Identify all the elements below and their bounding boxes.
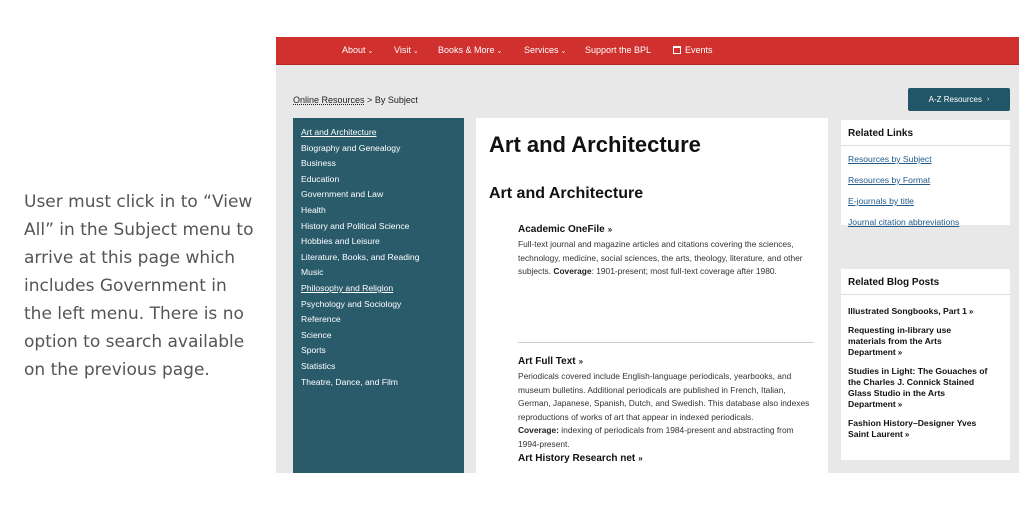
nav-about[interactable] (342, 45, 373, 55)
related-links-title: Related Links (841, 120, 1010, 146)
blog-post-link[interactable] (841, 418, 991, 440)
chevron-right-icon: › (987, 96, 990, 103)
sidebar-item-reference[interactable]: Reference (301, 314, 341, 325)
nav-services-label: Services (524, 45, 559, 55)
subject-sidebar (293, 118, 464, 473)
sidebar-item-philosophy-and-religion[interactable]: Philosophy and Religion (301, 282, 394, 293)
blog-post-link[interactable] (841, 306, 991, 317)
website-screenshot (276, 37, 1019, 473)
main-content (476, 118, 828, 473)
resource-description (518, 370, 814, 452)
resource-title-text: Academic OneFile (518, 224, 605, 235)
resource-title-text: Art Full Text (518, 356, 576, 367)
sidebar-item-music[interactable]: Music (301, 267, 324, 278)
nav-events[interactable] (673, 45, 713, 55)
sidebar-item-history-and-political-science[interactable]: History and Political Science (301, 220, 410, 231)
nav-events-label: Events (685, 45, 713, 55)
sidebar-item-government-and-law[interactable]: Government and Law (301, 189, 384, 200)
resource-description-text: Periodicals covered include English-language periodicals, yearbooks, and museum bulletins. Additional periodicals are published in French, Italian, German, Japanese, Spanish, Dutch, and Swedish. This database also indexes reproductions of works of art that appear in indexed periodicals. (518, 371, 810, 422)
resource-title-link[interactable] (518, 356, 814, 367)
a-z-resources-label: A-Z Resources (928, 95, 982, 104)
coverage-label: Coverage (553, 266, 592, 277)
related-link-resources-by-subject[interactable]: Resources by Subject (848, 154, 932, 164)
nav-visit-label: Visit (394, 45, 411, 55)
related-link-resources-by-format[interactable]: Resources by Format (848, 175, 931, 185)
chevron-down-icon: ⌄ (496, 48, 503, 55)
sidebar-item-literature-books-reading[interactable]: Literature, Books, and Reading (301, 251, 420, 262)
breadcrumb (293, 95, 418, 105)
related-blog-posts-title: Related Blog Posts (841, 269, 1010, 295)
calendar-icon (673, 46, 681, 54)
sidebar-item-biography-and-genealogy[interactable]: Biography and Genealogy (301, 142, 401, 153)
resource-description (518, 238, 814, 279)
related-link-e-journals-by-title[interactable]: E-journals by title (848, 196, 914, 206)
sidebar-item-business[interactable]: Business (301, 158, 336, 169)
section-title: Art and Architecture (489, 185, 644, 202)
coverage-label: Coverage: (518, 425, 559, 436)
resource-title-text: Art History Research net (518, 453, 636, 464)
resource-art-history-research-net (518, 453, 814, 464)
related-link-journal-citation-abbreviations[interactable]: Journal citation abbreviations (848, 217, 960, 227)
double-chevron-right-icon: » (578, 357, 584, 366)
chevron-down-icon: ⌄ (367, 48, 374, 55)
blog-post-title: Illustrated Songbooks, Part 1 (848, 306, 967, 316)
blog-post-title: Requesting in-library use materials from the Arts Department (848, 325, 952, 357)
nav-visit[interactable] (394, 45, 419, 55)
resource-description-text: Full-text journal and magazine articles and citations covering the sciences, technology, medicine, social sciences, the arts, theology, literature, and other subjects. (518, 239, 803, 277)
sidebar-item-theatre-dance-film[interactable]: Theatre, Dance, and Film (301, 376, 398, 387)
double-chevron-right-icon: » (638, 454, 643, 463)
resource-academic-onefile (518, 224, 814, 279)
sidebar-item-science[interactable]: Science (301, 329, 332, 340)
double-chevron-right-icon: » (607, 225, 613, 234)
blog-post-title: Studies in Light: The Gouaches of the Charles J. Connick Stained Glass Studio in the Arts Department (848, 366, 988, 409)
sidebar-item-psychology-and-sociology[interactable]: Psychology and Sociology (301, 298, 402, 309)
breadcrumb-current: By Subject (374, 95, 418, 105)
sidebar-item-statistics[interactable]: Statistics (301, 360, 336, 371)
sidebar-item-hobbies-and-leisure[interactable]: Hobbies and Leisure (301, 236, 380, 247)
double-chevron-right-icon: » (897, 400, 903, 409)
top-navigation-bar (276, 37, 1019, 65)
related-links-panel (841, 120, 1010, 225)
related-blog-posts-panel (841, 269, 1010, 460)
sidebar-item-health[interactable]: Health (301, 204, 326, 215)
blog-post-title: Fashion History–Designer Yves Saint Laurent (848, 418, 977, 439)
resource-title-link[interactable] (518, 453, 814, 464)
blog-post-link[interactable] (841, 366, 991, 410)
sidebar-item-education[interactable]: Education (301, 173, 340, 184)
annotation-caption: User must click in to “View All” in the Subject menu to arrive at this page which includes Government in the left menu. There is no option to search available on the previous page. (24, 192, 254, 380)
resource-art-full-text (518, 356, 814, 452)
sidebar-item-sports[interactable]: Sports (301, 345, 326, 356)
double-chevron-right-icon: » (897, 348, 903, 357)
coverage-text: indexing of periodicals from 1984-present and abstracting from 1994-present. (518, 425, 794, 449)
double-chevron-right-icon: » (904, 430, 910, 439)
double-chevron-right-icon: » (968, 307, 974, 316)
nav-about-label: About (342, 45, 366, 55)
breadcrumb-online-resources[interactable]: Online Resources (293, 95, 365, 105)
blog-post-link[interactable] (841, 325, 991, 358)
blog-post-list (841, 295, 1010, 440)
nav-books-more-label: Books & More (438, 45, 495, 55)
breadcrumb-separator: > (364, 95, 375, 105)
nav-services[interactable] (524, 45, 566, 55)
page-title: Art and Architecture (489, 132, 701, 157)
chevron-down-icon: ⌄ (560, 48, 567, 55)
nav-support-the-bpl[interactable]: Support the BPL (585, 45, 652, 55)
sidebar-item-art-and-architecture[interactable]: Art and Architecture (301, 127, 377, 137)
related-links-list (841, 146, 1010, 233)
chevron-down-icon: ⌄ (412, 48, 419, 55)
a-z-resources-button[interactable] (908, 88, 1010, 111)
nav-books-more[interactable] (438, 45, 502, 55)
resource-divider (518, 342, 814, 343)
coverage-text: : 1901-present; most full-text coverage after 1980. (591, 266, 777, 277)
resource-title-link[interactable] (518, 224, 814, 235)
